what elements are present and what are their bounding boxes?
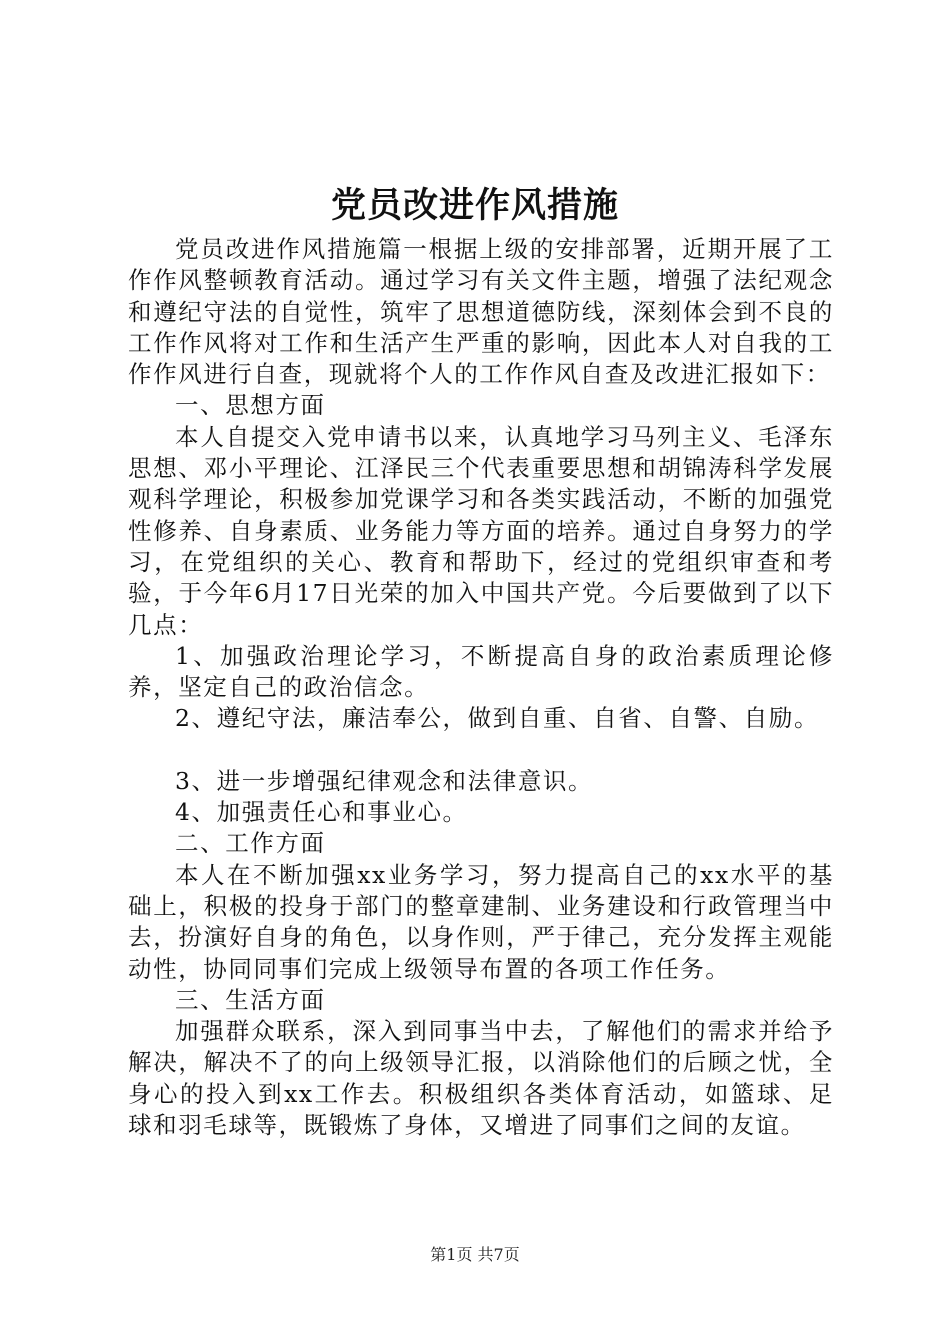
paragraph-work: 本人在不断加强xx业务学习，努力提高自己的xx水平的基础上，积极的投身于部门的整章建制、业务建设和行政管理当中去，扮演好自身的角色，以身作则，严于律己，充分发挥主观能动性，协同同事们完成上级领导布置的各项工作任务。: [128, 860, 834, 983]
list-item-1: 1、加强政治理论学习，不断提高自身的政治素质理论修养，坚定自己的政治信念。: [128, 641, 834, 702]
section-heading-thought: 一、思想方面: [175, 391, 326, 420]
list-item-2: 2、遵纪守法，廉洁奉公，做到自重、自省、自警、自励。: [175, 704, 820, 733]
document-body: [128, 234, 834, 1141]
page-number-footer: 第1页 共7页: [430, 1245, 520, 1264]
list-item-3: 3、进一步增强纪律观念和法律意识。: [175, 766, 594, 795]
paragraph-life: 加强群众联系，深入到同事当中去，了解他们的需求并给予解决，解决不了的向上级领导汇报，以消除他们的后顾之忧，全身心的投入到xx工作去。积极组织各类体育活动，如篮球、足球和羽毛球等，既锻炼了身体，又增进了同事们之间的友谊。: [128, 1017, 834, 1140]
section-heading-life: 三、生活方面: [175, 985, 326, 1014]
list-item-4: 4、加强责任心和事业心。: [175, 798, 468, 827]
section-heading-work: 二、工作方面: [175, 829, 326, 858]
document-title: 党员改进作风措施: [330, 185, 619, 226]
paragraph-intro: 党员改进作风措施篇一根据上级的安排部署，近期开展了工作作风整顿教育活动。通过学习有关文件主题，增强了法纪观念和遵纪守法的自觉性，筑牢了思想道德防线，深刻体会到不良的工作作风将对工作和生活产生严重的影响，因此本人对自我的工作作风进行自查，现就将个人的工作作风自查及改进汇报如下：: [128, 235, 834, 389]
paragraph-thought: 本人自提交入党申请书以来，认真地学习马列主义、毛泽东思想、邓小平理论、江泽民三个代表重要思想和胡锦涛科学发展观科学理论，积极参加党课学习和各类实践活动，不断的加强党性修养、自身素质、业务能力等方面的培养。通过自身努力的学习，在党组织的关心、教育和帮助下，经过的党组织审查和考验，于今年6月17日光荣的加入中国共产党。今后要做到了以下几点：: [128, 422, 834, 639]
